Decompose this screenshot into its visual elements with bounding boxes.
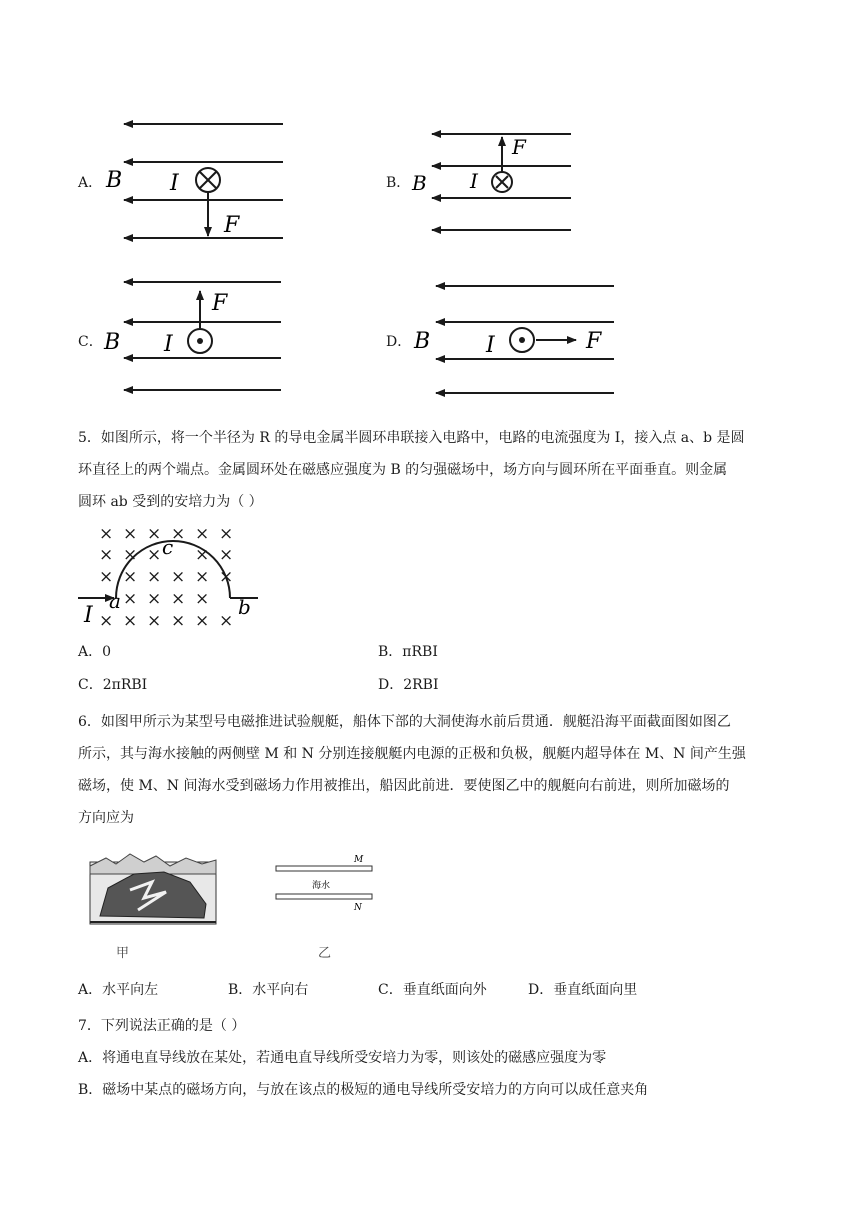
svg-text:×: × xyxy=(195,545,210,565)
svg-text:×: × xyxy=(147,545,162,565)
option-a-figure xyxy=(100,110,300,250)
label-point-c: c xyxy=(162,535,174,559)
option-d-figure xyxy=(410,276,620,404)
svg-text:×: × xyxy=(99,545,114,565)
svg-text:×: × xyxy=(99,567,114,587)
label-current: I xyxy=(84,603,93,628)
q5-stem-line-3: 圆环 ab 受到的安培力为（ ） xyxy=(78,494,263,510)
label-b: B xyxy=(412,171,427,195)
q6-option-a: A．水平向左 xyxy=(78,982,159,998)
label-i: I xyxy=(164,332,173,357)
q6-stem-line-4: 方向应为 xyxy=(78,810,134,826)
q7-stem: 7．下列说法正确的是（ ） xyxy=(78,1018,246,1034)
svg-text:×: × xyxy=(99,524,114,544)
svg-text:×: × xyxy=(171,611,186,631)
label-i: I xyxy=(486,333,495,358)
label-n: N xyxy=(354,903,362,913)
label-b: B xyxy=(104,330,121,355)
q6-stem-line-2: 所示，其与海水接触的两侧壁 M 和 N 分别连接舰艇内电源的正极和负极，舰艇内超导体在 M、N 间产生强 xyxy=(78,746,746,762)
svg-text:×: × xyxy=(147,611,162,631)
figure-jia-label: 甲 xyxy=(116,946,130,961)
svg-text:×: × xyxy=(147,589,162,609)
q5-option-a: A．0 xyxy=(78,644,112,660)
plate-n xyxy=(276,894,372,899)
svg-text:×: × xyxy=(123,567,138,587)
option-c-figure xyxy=(100,272,290,398)
q6-option-c: C．垂直纸面向外 xyxy=(378,982,487,998)
svg-text:×: × xyxy=(171,567,186,587)
q6-stem-line-1: 6．如图甲所示为某型号电磁推进试验舰艇，船体下部的大洞使海水前后贯通．舰艇沿海平面截面图如图乙 xyxy=(78,714,731,730)
option-b-figure xyxy=(410,124,580,240)
q5-semicircle-figure xyxy=(78,518,263,636)
svg-text:×: × xyxy=(171,524,186,544)
svg-text:×: × xyxy=(147,567,162,587)
q6-option-d: D．垂直纸面向里 xyxy=(528,982,638,998)
q6-option-b: B．水平向右 xyxy=(228,982,309,998)
svg-text:×: × xyxy=(123,524,138,544)
label-f: F xyxy=(586,329,602,354)
option-d-letter: D． xyxy=(386,334,412,350)
svg-text:×: × xyxy=(219,545,234,565)
ship-section-figure xyxy=(270,852,380,916)
svg-text:×: × xyxy=(219,524,234,544)
q7-option-b: B．磁场中某点的磁场方向，与放在该点的极短的通电导线所受安培力的方向可以成任意夹角 xyxy=(78,1082,649,1098)
q5-option-d: D．2RBI xyxy=(378,677,439,693)
svg-text:×: × xyxy=(195,611,210,631)
label-f: F xyxy=(512,135,526,159)
q5-stem-line-2: 环直径上的两个端点。金属圆环处在磁感应强度为 B 的匀强磁场中，场方向与圆环所在平面垂直。则金属 xyxy=(78,462,728,478)
label-b: B xyxy=(106,168,123,193)
label-point-a: a xyxy=(109,589,121,613)
svg-text:×: × xyxy=(171,589,186,609)
svg-text:×: × xyxy=(219,611,234,631)
svg-text:×: × xyxy=(123,611,138,631)
option-a-letter: A． xyxy=(78,175,103,191)
svg-text:×: × xyxy=(195,589,210,609)
svg-text:×: × xyxy=(147,524,162,544)
label-sea-water: 海水 xyxy=(312,881,331,891)
ship-photo-figure xyxy=(86,844,220,928)
label-b: B xyxy=(414,329,431,354)
option-b-letter: B． xyxy=(386,175,411,191)
label-f: F xyxy=(224,213,240,238)
q5-option-c: C．2πRBI xyxy=(78,677,148,693)
q7-option-a: A．将通电直导线放在某处，若通电直导线所受安培力为零，则该处的磁感应强度为零 xyxy=(78,1050,607,1066)
label-i: I xyxy=(170,171,179,196)
figure-yi-label: 乙 xyxy=(318,946,332,961)
q6-stem-line-3: 磁场，使 M、N 间海水受到磁场力作用被推出，船因此前进．要使图乙中的舰艇向右前进，则所加磁场的 xyxy=(78,778,730,794)
option-c-letter: C． xyxy=(78,334,103,350)
q5-option-b: B．πRBI xyxy=(378,644,438,660)
svg-text:×: × xyxy=(99,611,114,631)
svg-text:×: × xyxy=(195,567,210,587)
label-point-b: b xyxy=(238,595,251,619)
svg-text:×: × xyxy=(123,545,138,565)
svg-text:×: × xyxy=(195,524,210,544)
label-i: I xyxy=(470,169,478,193)
svg-text:×: × xyxy=(219,567,234,587)
label-f: F xyxy=(212,291,228,316)
svg-text:×: × xyxy=(123,589,138,609)
label-m: M xyxy=(354,855,364,865)
plate-m xyxy=(276,866,372,871)
q5-stem-line-1: 5．如图所示，将一个半径为 R 的导电金属半圆环串联接入电路中，电路的电流强度为 I，接入点 a、b 是圆 xyxy=(78,430,745,446)
